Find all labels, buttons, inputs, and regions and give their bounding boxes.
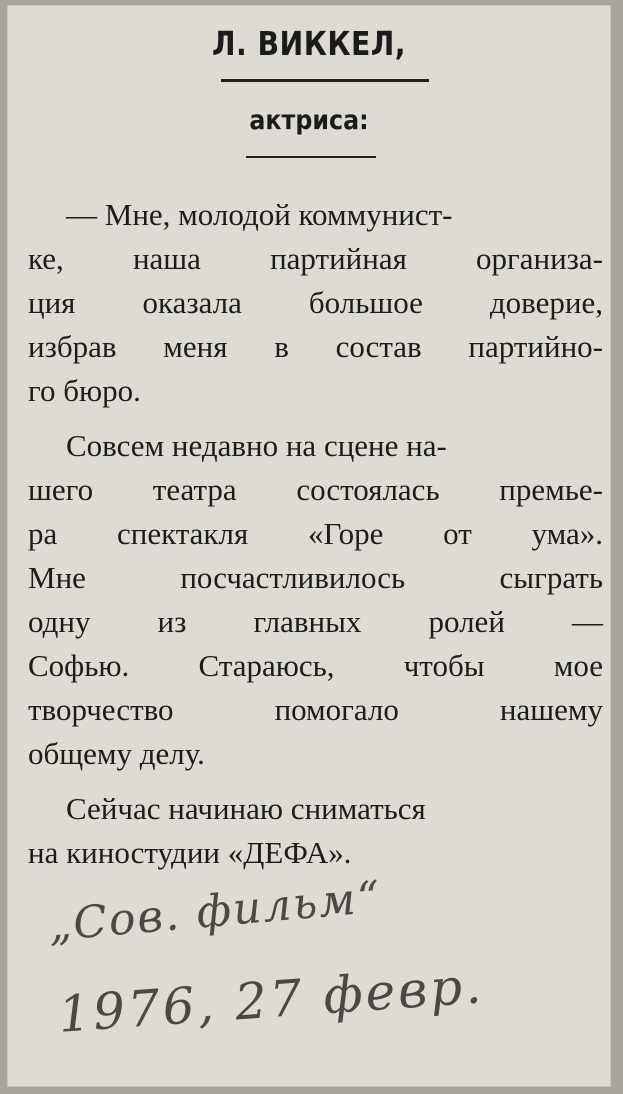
newspaper-clipping [8, 6, 610, 1086]
text-line: Совсем недавно на сцене на- [66, 428, 447, 463]
text-line: общему делу. [28, 736, 205, 771]
text-line: на киностудии «ДЕФА». [28, 835, 352, 870]
handwritten-source: „Сов. фильм“ [46, 871, 384, 952]
text-line: творчество помогало нашему [28, 692, 603, 727]
text-line: Софью. Стараюсь, чтобы мое [28, 648, 603, 683]
text-line: шего театра состоялась премье- [28, 472, 603, 507]
handwritten-date: 1976, 27 февр. [56, 956, 486, 1044]
text-line: го бюро. [28, 373, 141, 408]
text-line: — Мне, молодой коммунист- [66, 197, 453, 232]
headline-underline [221, 79, 429, 82]
text-line: Мне посчастливилось сыграть [28, 560, 603, 595]
text-line: одну из главных ролей — [28, 604, 603, 639]
role-underline [246, 156, 376, 158]
text-line: избрав меня в состав партийно- [28, 329, 603, 364]
text-line: ция оказала большое доверие, [28, 285, 603, 320]
text-line: ке, наша партийная организа- [28, 241, 603, 276]
text-line: ра спектакля «Горе от ума». [28, 516, 603, 551]
author-name: Л. ВИККЕЛ, [211, 24, 407, 63]
text-line: Сейчас начинаю сниматься [66, 791, 426, 826]
author-role: актриса: [249, 105, 369, 136]
